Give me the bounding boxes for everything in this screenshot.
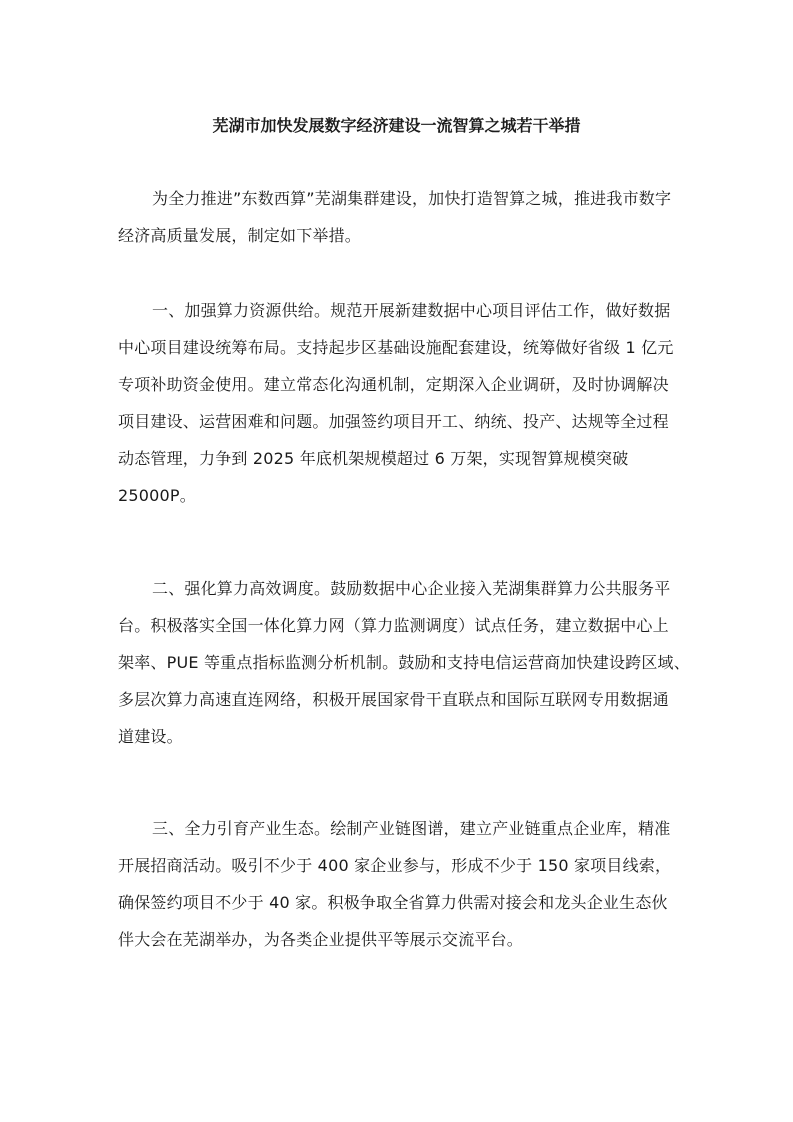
section-1-paragraph [118,292,678,514]
paragraph-line: 为全力推进”东数西算”芜湖集群建设，加快打造智算之城，推进我市数字 [152,189,672,208]
paragraph-line: 一、加强算力资源供给。规范开展新建数据中心项目评估工作，做好数据 [152,301,671,320]
document-title: 芜湖市加快发展数字经济建设一流智算之城若干举措 [212,116,581,135]
paragraph-line: 中心项目建设统筹布局。支持起步区基础设施配套建设，统筹做好省级 1 亿元 [118,338,674,357]
paragraph-line: 架率、PUE 等重点指标监测分析机制。鼓励和支持电信运营商加快建设跨区域、 [118,653,690,672]
paragraph-line: 开展招商活动。吸引不少于 400 家企业参与，形成不少于 150 家项目线索， [118,856,672,875]
section-2-paragraph [118,570,690,755]
paragraph-line: 二、强化算力高效调度。鼓励数据中心企业接入芜湖集群算力公共服务平 [152,579,671,598]
paragraph-line: 项目建设、运营困难和问题。加强签约项目开工、纳统、投产、达规等全过程 [118,412,669,431]
paragraph-line: 动态管理，力争到 2025 年底机架规模超过 6 万架，实现智算规模突破 [118,449,629,468]
paragraph-line: 道建设。 [118,727,183,746]
paragraph-line: 25000P。 [118,486,196,505]
paragraph-line: 台。积极落实全国一体化算力网（算力监测调度）试点任务，建立数据中心上 [118,616,669,635]
paragraph-line: 确保签约项目不少于 40 家。积极争取全省算力供需对接会和龙头企业生态伙 [118,893,668,912]
paragraph-line: 专项补助资金使用。建立常态化沟通机制，定期深入企业调研，及时协调解决 [118,375,669,394]
intro-paragraph [118,180,678,254]
paragraph-line: 伴大会在芜湖举办，为各类企业提供平等展示交流平台。 [118,930,524,949]
section-3-paragraph [118,810,678,958]
paragraph-line: 多层次算力高速直连网络，积极开展国家骨干直联点和国际互联网专用数据通 [118,690,669,709]
paragraph-line: 经济高质量发展，制定如下举措。 [118,226,362,245]
paragraph-line: 三、全力引育产业生态。绘制产业链图谱，建立产业链重点企业库，精准 [152,819,671,838]
